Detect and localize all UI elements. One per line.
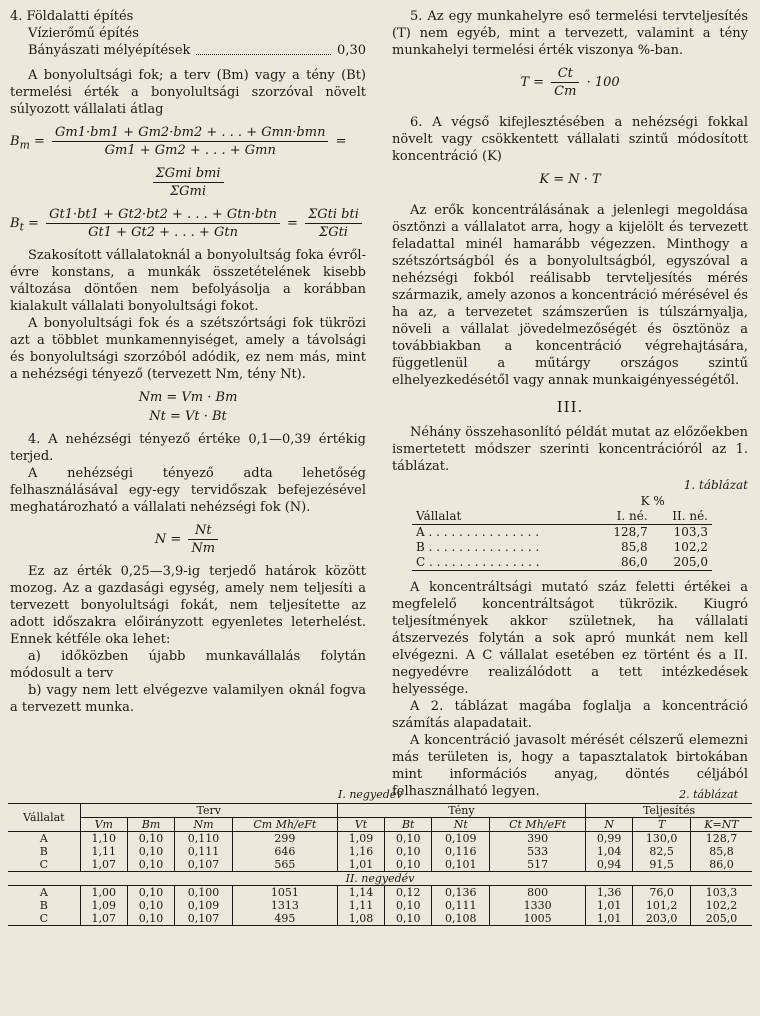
eq-numerator: ΣGti bti	[305, 206, 362, 224]
table-cell: 0,111	[432, 899, 490, 912]
list-line: Vízierőmű építés	[28, 26, 139, 41]
table-cell: 103,3	[691, 886, 752, 900]
table-cell: 86,0	[620, 555, 648, 569]
paragraph: A nehézségi tényező adta lehetőség felhasználásával egy-egy tervidőszak befejezésével meghatározható a vállalati nehézségi fok (N).	[10, 466, 366, 515]
equation-bt: $B_t$ = $\frac{\text{Gt1·bt1 + Gt2·bt2 + . . . + Gtn·btn}}{\text{Gt1 + Gt2 + . . . + Gtn}}$ = $\frac{\text{ΣGti bti}}{\text{ΣGti}}$	[10, 206, 366, 241]
table-header: Cm Mh/eFt	[232, 818, 337, 832]
table-cell: 0,10	[127, 886, 174, 900]
table-cell: 203,0	[633, 912, 691, 926]
eq-denominator: ΣGti	[319, 225, 348, 240]
table-cell: 1,08	[337, 912, 384, 926]
paragraph: Ez az érték 0,25—3,9-ig terjedő határok között mozog. Az a gazdasági egység, amely nem teljesíti a tervezett bonyolultsági fokát, nem teljesítette az adott időszakra előirányzott egyenletes leterhelést. Ennek kétféle oka lehet:	[10, 564, 366, 647]
table-cell: 76,0	[633, 886, 691, 900]
paragraph: Néhány összehasonlító példát mutat az előzőekben ismertetett módszer szerinti koncentrációról az 1. táblázat.	[392, 425, 748, 474]
table-cell: 0,10	[127, 832, 174, 846]
list-line: 4. Földalatti építés	[10, 9, 134, 24]
right-column	[392, 8, 748, 800]
table-cell: 130,0	[633, 832, 691, 846]
table-row	[8, 899, 752, 912]
list-line-label: Bányászati mélyépítések	[28, 43, 191, 58]
paragraph: Szakosított vállalatoknál a bonyolultság foka évről-évre konstans, a munkák összetételének kisebb változása döntően nem befolyásolja a korábban kialakult vállalati bonyolultsági fokot.	[10, 248, 366, 314]
table-cell: 390	[490, 832, 586, 846]
table-cell: 0,107	[175, 858, 233, 872]
table-caption: 1. táblázat	[683, 478, 748, 492]
table-cell: B	[416, 540, 425, 554]
table-cell: 533	[490, 845, 586, 858]
paragraph: A koncentráció javasolt mérését célszerű elemezni más területen is, hogy a tapasztalatok birtokában mint információs anyag, döntés céljából felhasználható legyen.	[392, 733, 748, 799]
eq-numerator: Gt1·bt1 + Gt2·bt2 + . . . + Gtn·btn	[46, 206, 280, 224]
table-header: Tény	[337, 804, 585, 818]
table-cell: 0,10	[385, 912, 432, 926]
table-header: K=NT	[691, 818, 752, 832]
table-cell: 86,0	[691, 858, 752, 872]
table-2-block	[8, 786, 752, 926]
table-cell: A	[39, 886, 48, 899]
table-cell: 205,0	[673, 555, 708, 569]
table-header: Bm	[127, 818, 174, 832]
table-cell: 1,00	[80, 886, 127, 900]
table-cell: 1,01	[586, 899, 633, 912]
table-cell: 1,09	[337, 832, 384, 846]
table-cell: 103,3	[673, 525, 708, 539]
table-cell: 1,16	[337, 845, 384, 858]
table-cell: 1,07	[80, 858, 127, 872]
equation-nt: Nt = Vt · Bt	[149, 409, 227, 424]
table-header: Bt	[385, 818, 432, 832]
paragraph: A koncentráltsági mutató száz feletti értékei a megfelelő koncentráltságot tükrözik. Kiugró teljesítmények akkor születnek, ha vállalati átszervezés folytán a sok apró munkát nem kell elvégezni. A C vállalat esetében ez történt és a II. negyedévre realizálódott a tett intézkedések helyessége.	[392, 580, 748, 697]
table-cell: 0,10	[385, 858, 432, 872]
table-header: Teljesítés	[586, 804, 752, 818]
table-cell: 0,10	[127, 845, 174, 858]
table-header: Vm	[80, 818, 127, 832]
table-caption: 2. táblázat	[679, 788, 738, 801]
table-cell: B	[39, 899, 48, 912]
eq-denominator: Nm	[191, 541, 216, 556]
table-cell: 0,107	[175, 912, 233, 926]
table-cell: 102,2	[691, 899, 752, 912]
table-cell: 0,12	[385, 886, 432, 900]
paragraph: 5. Az egy munkahelyre eső termelési tervteljesítés (T) nem egyéb, mint a tervezett, valamint a tény munkahelyi termelési érték viszonya %-ban.	[392, 9, 748, 58]
table-cell: B	[39, 845, 48, 858]
paragraph: A bonyolultsági fok; a terv (Bm) vagy a tény (Bt) termelési érték a bonyolultsági szorzóval növelt súlyozott vállalati átlag	[10, 68, 366, 117]
eq-numerator: Nt	[188, 522, 218, 540]
paragraph: a) időközben újabb munkavállalás folytán módosult a terv	[10, 649, 366, 681]
equation-k: K = N · T	[539, 172, 601, 187]
table-cell: 1,10	[80, 832, 127, 846]
equation-n	[10, 522, 366, 557]
equation-bm-sum	[10, 165, 366, 200]
table-header: I. né.	[616, 509, 648, 523]
table-cell: 1005	[490, 912, 586, 926]
table-cell: C	[39, 858, 49, 871]
eq-denominator: Gt1 + Gt2 + . . . + Gtn	[88, 225, 238, 240]
table-row: B . . . . . . . . . . . . . . . 85,8 102,2	[412, 540, 712, 555]
table-cell: 85,8	[691, 845, 752, 858]
table-header: K %	[640, 494, 665, 508]
table-cell: 1,01	[337, 858, 384, 872]
table-cell: 0,10	[127, 912, 174, 926]
eq-numerator: Ct	[551, 65, 579, 83]
table-2-caption-row	[8, 786, 752, 803]
table-cell: 1,04	[586, 845, 633, 858]
table-cell: 565	[232, 858, 337, 872]
table-cell: 495	[232, 912, 337, 926]
section-heading: III.	[556, 398, 584, 416]
table-header: II. né.	[672, 509, 708, 523]
table-cell: C	[39, 912, 49, 925]
table-cell: 0,100	[175, 886, 233, 900]
table-cell: 0,109	[175, 899, 233, 912]
paragraph: 4. A nehézségi tényező értéke 0,1—0,39 értékig terjed.	[10, 432, 366, 464]
table-header: Vt	[337, 818, 384, 832]
table-cell: 646	[232, 845, 337, 858]
equation-bm: $B_m$ = $\frac{\text{Gm1·bm1 + Gm2·bm2 + . . . + Gmn·bmn}}{\text{Gm1 + Gm2 + . . . + Gmn}}$ =	[10, 125, 347, 158]
table-cell: 0,99	[586, 832, 633, 846]
table-row	[8, 912, 752, 926]
table-header: T	[633, 818, 691, 832]
table-header: Ct Mh/eFt	[490, 818, 586, 832]
table-header: N	[586, 818, 633, 832]
table-cell: 205,0	[691, 912, 752, 926]
eq-left: T =	[520, 75, 545, 90]
table-1	[412, 494, 712, 571]
table-cell: 1330	[490, 899, 586, 912]
table-caption: I. negyedév	[338, 788, 403, 801]
table-row	[8, 858, 752, 872]
eq-denominator: Gm1 + Gm2 + . . . + Gmn	[104, 143, 276, 158]
table-header: Vállalat	[416, 509, 462, 523]
table-cell: 0,101	[432, 858, 490, 872]
paragraph: b) vagy nem lett elvégezve valamilyen oknál fogva a tervezett munka.	[10, 683, 366, 715]
eq-numerator: ΣGmi bmi	[153, 165, 224, 183]
table-row: C . . . . . . . . . . . . . . . 86,0 205,0	[412, 555, 712, 571]
list-line-value: 0,30	[337, 43, 366, 58]
table-row: A . . . . . . . . . . . . . . . 128,7 103,3	[412, 525, 712, 541]
table-cell: 0,10	[385, 899, 432, 912]
table-cell: 800	[490, 886, 586, 900]
table-cell: 0,110	[175, 832, 233, 846]
equation-t	[392, 65, 748, 100]
eq-left: N =	[154, 532, 182, 547]
table-cell: A	[39, 832, 48, 845]
table-row	[8, 845, 752, 858]
table-row	[8, 832, 752, 846]
paragraph: 6. A végső kifejlesztésében a nehézségi fokkal növelt vagy csökkentett vállalati szintű módosított koncentráció (K)	[392, 115, 748, 164]
table-cell: 1,07	[80, 912, 127, 926]
list-item-4	[10, 8, 366, 59]
table-header: Nt	[432, 818, 490, 832]
paragraph: A bonyolultsági fok és a szétszórtsági fok tükrözi azt a többlet munkamennyiséget, amely a távolsági és bonyolultsági szorzóból adódik, ez nem más, mint a nehézségi tényező (tervezett Nm, tény Nt).	[10, 316, 366, 382]
table-cell: 1,09	[80, 899, 127, 912]
eq-denominator: ΣGmi	[169, 184, 207, 199]
table-header: Nm	[175, 818, 233, 832]
table-cell: A	[416, 525, 425, 539]
table-cell: 128,7	[691, 832, 752, 846]
table-cell: 82,5	[633, 845, 691, 858]
table-cell: 128,7	[613, 525, 648, 539]
table-cell: 0,108	[432, 912, 490, 926]
table-cell: 0,111	[175, 845, 233, 858]
table-cell: 0,94	[586, 858, 633, 872]
table-cell: 0,10	[127, 899, 174, 912]
quarter-caption: II. negyedév	[8, 872, 752, 886]
paragraph: Az erők koncentrálásának a jelenlegi megoldása ösztönzi a vállalatot arra, hogy a kijelölt és tervezett feladattal minél hamarább végezzen. Minthogy a szétszórtságból és a bonyolultságból, egyszóval a nehézségi fokból reálisabb tervteljesítés mérés származik, amely azonos a koncentráció mérésével és ha az, a tervezetet számszerűen is túlszárnyalja, növeli a vállalat jövedelmezőségét és ösztönöz a továbbiakban a koncentráció végrehajtására, függetlenül a műtárgy országos szintű elhelyezkedésétől vagy annak munkaigényességétől.	[392, 203, 748, 388]
table-cell: 299	[232, 832, 337, 846]
table-cell: 1051	[232, 886, 337, 900]
table-cell: 0,116	[432, 845, 490, 858]
paragraph: A 2. táblázat magába foglalja a koncentráció számítás alapadatait.	[392, 699, 748, 731]
table-cell: 0,10	[385, 832, 432, 846]
table-cell: 101,2	[633, 899, 691, 912]
eq-right: · 100	[586, 75, 620, 90]
table-row	[8, 886, 752, 900]
table-cell: 517	[490, 858, 586, 872]
table-cell: 1,11	[337, 899, 384, 912]
list-line	[10, 42, 366, 59]
table-cell: 1313	[232, 899, 337, 912]
table-cell: 85,8	[620, 540, 648, 554]
table-cell: 0,10	[385, 845, 432, 858]
table-header: Vállalat	[8, 804, 80, 832]
table-cell: 0,10	[127, 858, 174, 872]
table-cell: 102,2	[673, 540, 708, 554]
table-2	[8, 803, 752, 926]
eq-numerator: Gm1·bm1 + Gm2·bm2 + . . . + Gmn·bmn	[52, 124, 328, 142]
table-cell: C	[416, 555, 426, 569]
table-cell: 1,11	[80, 845, 127, 858]
table-cell: 0,109	[432, 832, 490, 846]
table-cell: 0,136	[432, 886, 490, 900]
equation-nm: Nm = Vm · Bm	[138, 390, 238, 405]
table-header: Terv	[80, 804, 337, 818]
left-column	[10, 8, 366, 716]
table-cell: 1,36	[586, 886, 633, 900]
table-cell: 91,5	[633, 858, 691, 872]
eq-denominator: Cm	[554, 84, 577, 99]
table-cell: 1,01	[586, 912, 633, 926]
table-cell: 1,14	[337, 886, 384, 900]
